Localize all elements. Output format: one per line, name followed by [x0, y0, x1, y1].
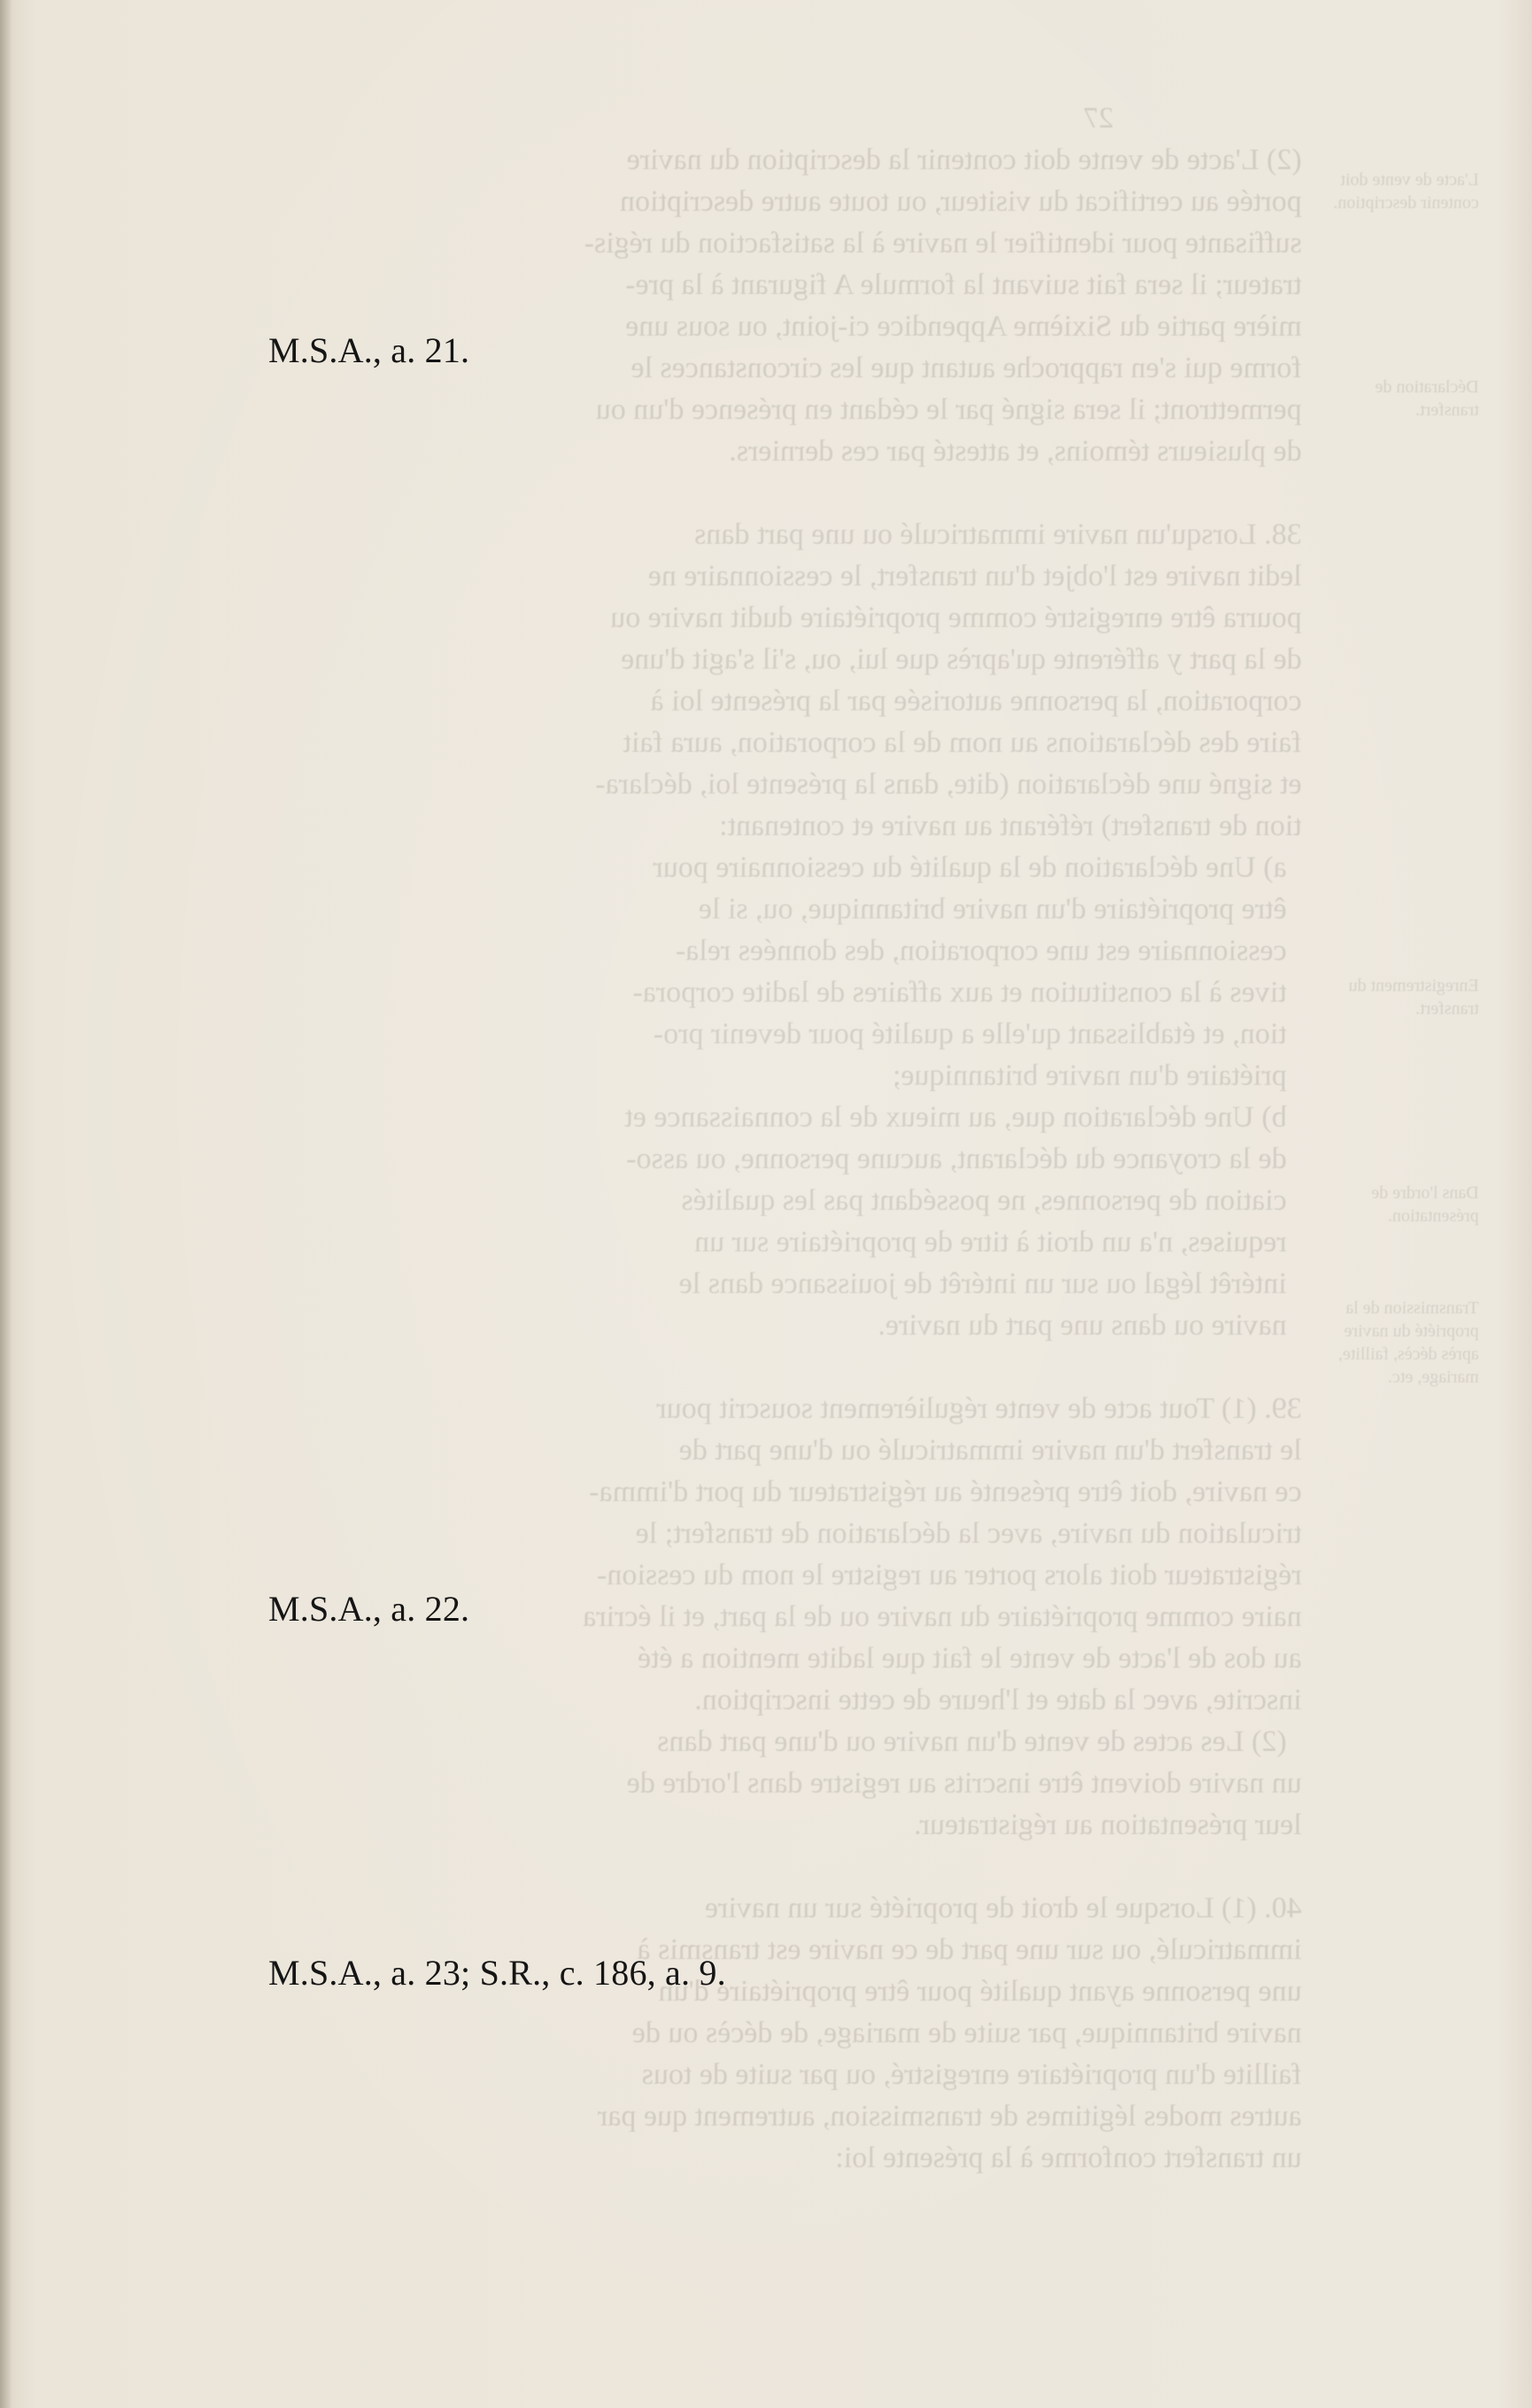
bleed-through-text: 27 (2) L'acte de vente doit contenir la description du navire portée au certificat du visiteur, ou toute autre description suffisante pour identifier le navire à la satisfaction du régis- trateur; il sera fait suivant la formule A figurant à la pre- mière partie du Sixième Appendice ci-joint, ou sous une forme qui s'en rapproche autant que les circonstances le permettront; il sera signé par le cédant en présence d'un ou de plusieurs témoins, et attesté par ces derniers. 38. Lorsqu'un navire immatriculé ou une part dans ledit navire est l'objet d'un transfert, le cessionnaire ne pourra être enregistré comme propriétaire dudit navire ou de la part y afférente qu'après que lui, ou, s'il s'agit d'une corporation, la personne autorisée par la présente loi à faire des déclarations au nom de la corporation, aura fait et signé une déclaration (dite, dans la présente loi, déclara- tion de transfert) référant au navire et contenant: a) Une déclaration de la qualité du cessionnaire pour être propriétaire d'un navire britannique, ou, si le cessionnaire est une corporation, des données rela- tives à la constitution et aux affaires de ladite corpora- tion, et établissant qu'elle a qualité pour devenir pro- priétaire d'un navire britannique; b) Une déclaration que, au mieux de la connaissance et de la croyance du déclarant, aucune personne, ou asso- ciation de personnes, ne possédant pas les qualités requises, n'a un droit à titre de propriétaire sur un intérêt légal ou sur un intérêt de jouissance dans le navire ou dans une part du navire. 39. (1) Tout acte de vente régulièrement souscrit pour le transfert d'un navire immatriculé ou d'une part de ce navire, doit être présenté au régistrateur du port d'imma- triculation du navire, avec la déclaration de transfert; le régistrateur doit alors porter au registre le nom du cession- naire comme propriétaire du navire ou de la part, et il écrira au dos de l'acte de vente le fait que ladite mention a été inscrite, avec la date et l'heure de cette inscription. (2) Les actes de vente d'un navire ou d'une part dans un navire doivent être inscrits au registre dans l'ordre de leur présentation au régistrateur. 40. (1) Lorsque le droit de propriété sur un navire immatriculé, ou sur une part de ce navire est transmis à une personne ayant qualité pour être propriétaire d'un navire britannique, par suite de mariage, de décès ou de faillite d'un propriétaire enregistré, ou par suite de tous autres modes légitimes de transmission, autrement que par un transfert conforme à la présente loi:: [583, 102, 1302, 2174]
page-edge-shadow: [0, 0, 12, 2408]
citation-msa-a23-sr-c186-a9: M.S.A., a. 23; S.R., c. 186, a. 9.: [268, 1953, 726, 1993]
citation-msa-a21: M.S.A., a. 21.: [268, 330, 470, 370]
bleed-through-margin-notes: L'acte de vente doit contenir description. Déclaration de transfert. Enregistrement du transfert. Dans l'ordre de présentation. Transmission de la propriété du navire après décès, faillite, mariage, etc.: [1333, 170, 1479, 1387]
citation-msa-a22: M.S.A., a. 22.: [268, 1589, 470, 1629]
